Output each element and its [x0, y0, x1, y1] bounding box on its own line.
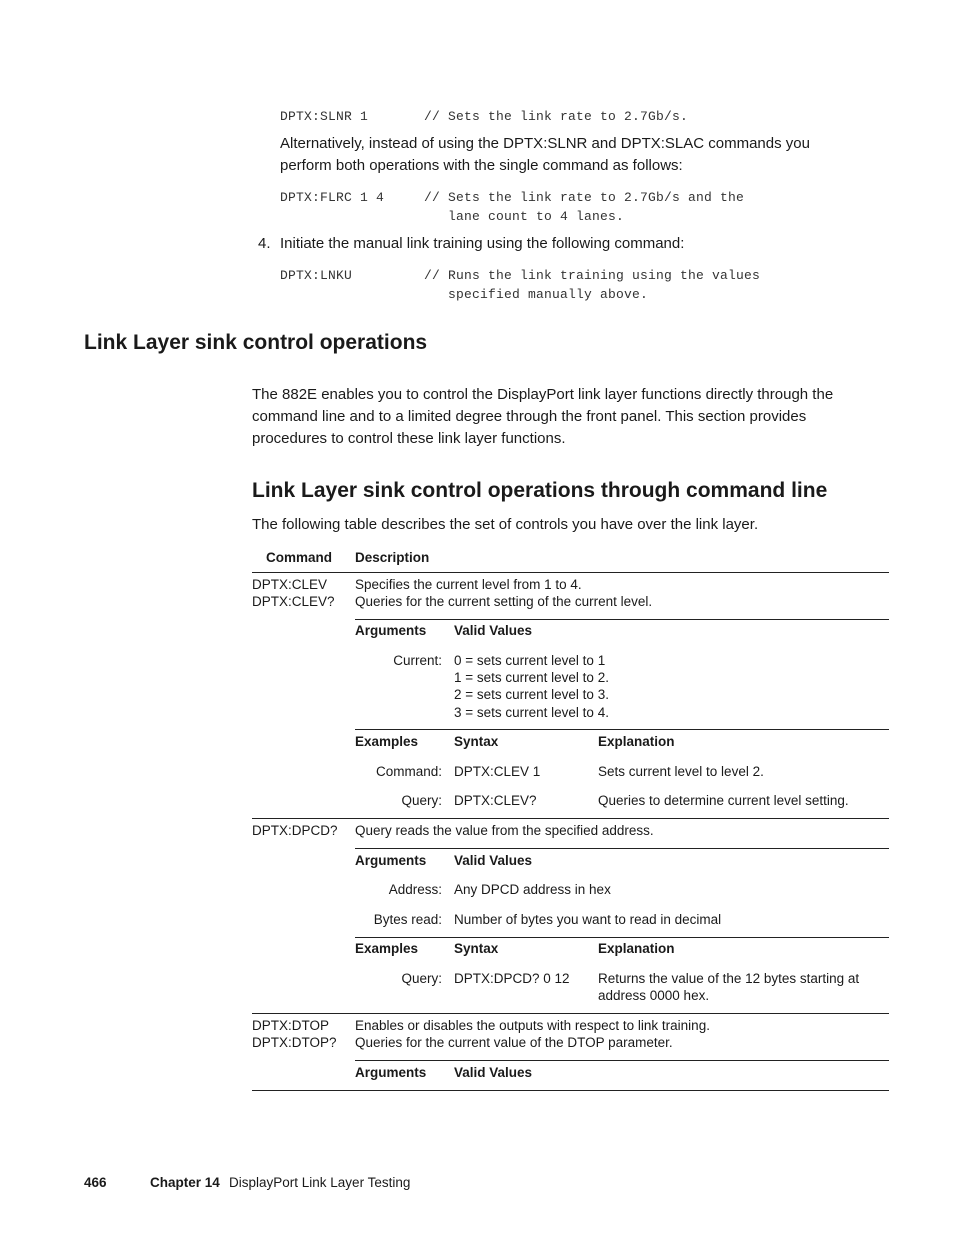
example-explanation: address 0000 hex.	[598, 988, 710, 1003]
paragraph-alternative: Alternatively, instead of using the DPTX:SLNR and DPTX:SLAC commands you perform both operations with the single command as follows:	[280, 135, 810, 174]
example-syntax: DPTX:CLEV?	[454, 793, 537, 808]
table-rule	[355, 937, 889, 938]
chapter-label: Chapter 14	[150, 1175, 220, 1190]
example-label: Query:	[401, 971, 442, 986]
explanation-header: Explanation	[598, 734, 675, 749]
argument-value: Number of bytes you want to read in decimal	[454, 912, 722, 927]
command-name: DPTX:DTOP?	[252, 1035, 337, 1050]
code-comment: // Sets the link rate to 2.7Gb/s.	[424, 109, 689, 124]
argument-name: Bytes read:	[373, 912, 442, 927]
arguments-header: Arguments	[355, 623, 427, 638]
subsection-heading: Link Layer sink control operations through command line	[252, 479, 828, 502]
syntax-header: Syntax	[454, 941, 499, 956]
explanation-header: Explanation	[598, 941, 675, 956]
example-explanation: Queries to determine current level setting.	[598, 793, 849, 808]
argument-value: 0 = sets current level to 1	[454, 653, 606, 668]
examples-header: Examples	[355, 941, 419, 956]
example-label: Command:	[375, 764, 442, 779]
page-number: 466	[84, 1175, 107, 1190]
argument-value: Any DPCD address in hex	[454, 882, 611, 897]
command-description: Query reads the value from the specified address.	[355, 823, 654, 838]
argument-value: 3 = sets current level to 4.	[454, 705, 609, 720]
table-rule	[252, 572, 889, 573]
table-intro: The following table describes the set of controls you have over the link layer.	[252, 516, 759, 533]
code-comment-continued: specified manually above.	[448, 287, 649, 302]
example-label: Query:	[401, 793, 442, 808]
command-description: Queries for the current setting of the current level.	[355, 594, 653, 609]
code-command: DPTX:LNKU	[280, 268, 353, 283]
command-name: DPTX:CLEV?	[252, 594, 335, 609]
example-explanation: Returns the value of the 12 bytes starting at	[598, 971, 860, 986]
argument-value: 1 = sets current level to 2.	[454, 670, 609, 685]
arguments-header: Arguments	[355, 853, 427, 868]
code-comment-continued: lane count to 4 lanes.	[448, 209, 625, 224]
argument-name: Address:	[388, 882, 442, 897]
table-rule	[252, 818, 889, 819]
command-name: DPTX:DTOP	[252, 1018, 330, 1033]
valid-values-header: Valid Values	[454, 1065, 533, 1080]
table-rule	[355, 729, 889, 730]
command-description: Specifies the current level from 1 to 4.	[355, 577, 582, 592]
command-name: DPTX:DPCD?	[252, 823, 338, 838]
section-heading: Link Layer sink control operations	[84, 331, 428, 354]
example-explanation: Sets current level to level 2.	[598, 764, 764, 779]
table-rule	[355, 619, 889, 620]
table-rule	[252, 1090, 889, 1091]
examples-header: Examples	[355, 734, 419, 749]
code-comment: // Sets the link rate to 2.7Gb/s and the	[424, 190, 745, 205]
syntax-header: Syntax	[454, 734, 499, 749]
example-syntax: DPTX:DPCD? 0 12	[454, 971, 570, 986]
step-text: Initiate the manual link training using the following command:	[280, 235, 685, 252]
argument-value: 2 = sets current level to 3.	[454, 687, 609, 702]
column-header-command: Command	[266, 550, 333, 565]
code-command: DPTX:SLNR 1	[280, 109, 369, 124]
valid-values-header: Valid Values	[454, 623, 533, 638]
command-name: DPTX:CLEV	[252, 577, 328, 592]
command-description: Enables or disables the outputs with respect to link training.	[355, 1018, 710, 1033]
argument-name: Current:	[393, 653, 442, 668]
code-comment: // Runs the link training using the values	[424, 268, 761, 283]
arguments-header: Arguments	[355, 1065, 427, 1080]
table-rule	[355, 848, 889, 849]
chapter-title: DisplayPort Link Layer Testing	[229, 1175, 411, 1190]
table-rule	[355, 1060, 889, 1061]
table-rule	[252, 1013, 889, 1014]
example-syntax: DPTX:CLEV 1	[454, 764, 541, 779]
column-header-description: Description	[355, 550, 430, 565]
step-number: 4.	[258, 235, 271, 252]
valid-values-header: Valid Values	[454, 853, 533, 868]
code-command: DPTX:FLRC 1 4	[280, 190, 385, 205]
section-intro: The 882E enables you to control the DisplayPort link layer functions directly through the command line and to a limited degree through the front panel. This section provides procedures to control these link layer functions.	[252, 386, 834, 447]
command-description: Queries for the current value of the DTOP parameter.	[355, 1035, 673, 1050]
